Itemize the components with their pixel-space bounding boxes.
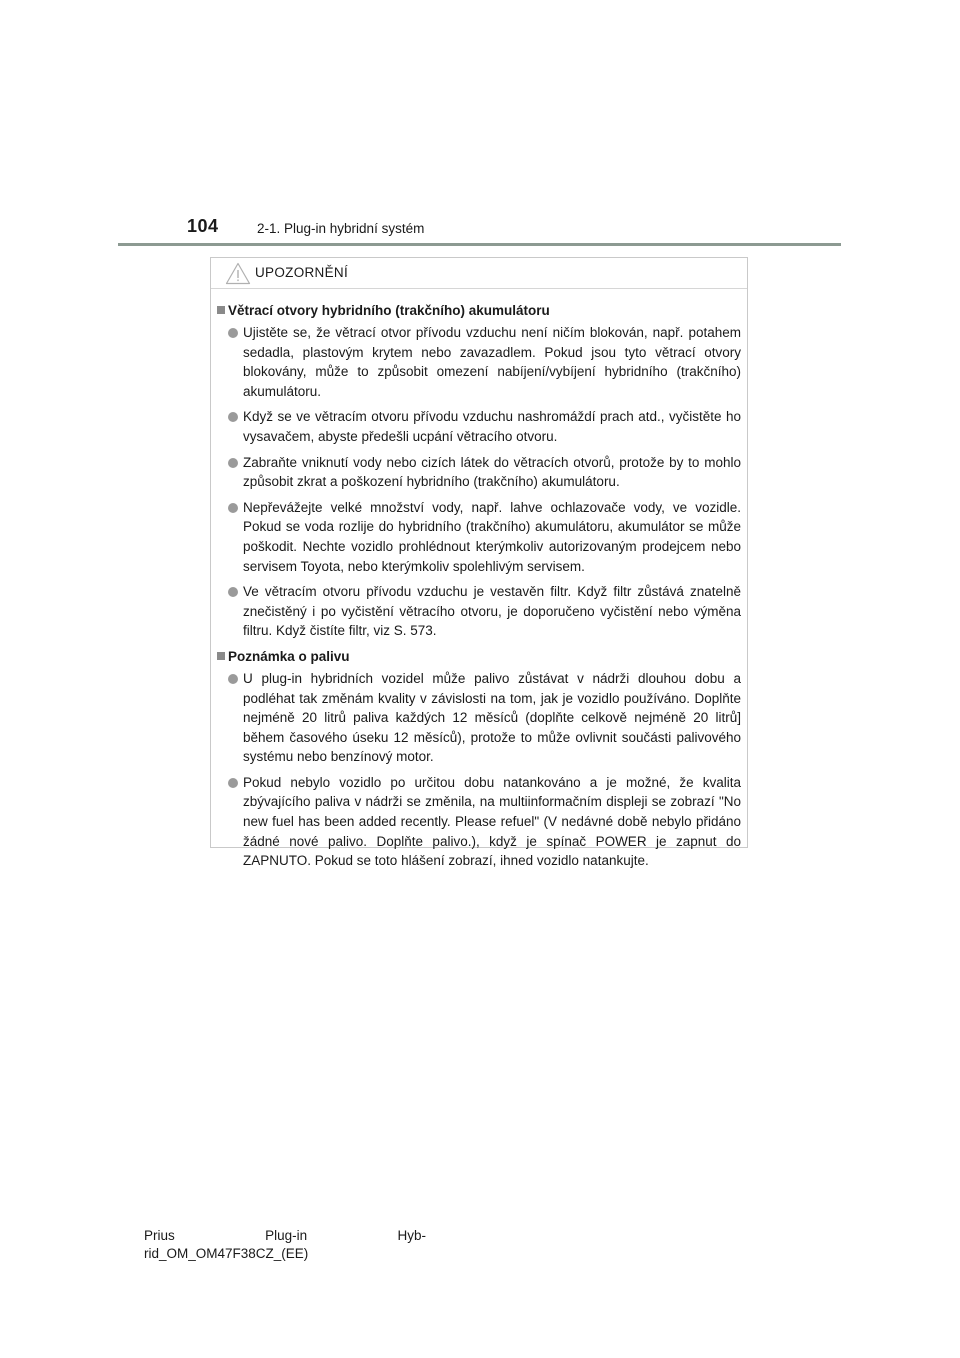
list-item — [217, 582, 741, 641]
list-item — [217, 323, 741, 401]
subheading-vents — [217, 301, 741, 320]
subheading-text: Větrací otvory hybridního (trakčního) akumulátoru — [228, 303, 550, 318]
round-bullet-icon — [228, 778, 238, 788]
footer-line-2: rid_OM_OM47F38CZ_(EE) — [144, 1246, 309, 1261]
header-rule — [118, 243, 841, 246]
footer-line-1 — [144, 1227, 426, 1245]
square-bullet-icon — [217, 306, 225, 314]
section-title: 2-1. Plug-in hybridní systém — [257, 221, 425, 236]
subheading-text: Poznámka o palivu — [228, 648, 350, 664]
list-item-text: Když se ve větracím otvoru přívodu vzduchu nashromáždí prach atd., vyčistěte ho vysavačem, abyste předešli ucpání větracího otvoru. — [243, 409, 741, 444]
footer-part: Hyb- — [397, 1228, 426, 1243]
warning-body — [211, 289, 747, 877]
round-bullet-icon — [228, 412, 238, 422]
list-item-text: Nepřevážejte velké množství vody, např. lahve ochlazovače vody, ve vozidle. Pokud se voda rozlije do hybridního (trakčního) akumulátoru, akumulátor se může poškodit. Nechte vozidlo prohlédnout kterýmkoliv autorizovaným prodejcem nebo servisem Toyota, nebo kterýmkoliv spolehlivým servisem. — [243, 499, 741, 574]
list-item — [217, 773, 741, 871]
round-bullet-icon — [228, 458, 238, 468]
subheading-fuel — [217, 647, 741, 666]
warning-title: UPOZORNĚNÍ — [255, 265, 349, 280]
list-item-text: U plug-in hybridních vozidel může palivo zůstávat v nádrži dlouhou dobu a podléhat tak změnám kvality v závislosti na tom, jak je vozidlo používáno. Doplňte nejméně 20 litrů paliva každých 12 měsíců (doplňte celkově nejméně 20 litrů] během časového úseku 12 měsíců), protože to může ovlivnit součásti palivového systému nebo benzínový motor. — [243, 670, 741, 765]
list-item-text: Ujistěte se, že větrací otvor přívodu vzduchu není ničím blokován, např. potahem sedadla, plastovým krytem nebo zavazadlem. Pokud jsou tyto větrací otvory blokovány, může to způsobit omezení nabíjení/vybíjení hybridního (trakčního) akumulátoru. — [243, 325, 741, 399]
list-item-text: Pokud nebylo vozidlo po určitou dobu natankováno a je možné, že kvalita zbývajícího paliva v nádrži se změnila, na multiinformačním displeji se zobrazí "No new fuel has been added recently. Please refuel" (V nedávné době nebylo přidáno žádné nové palivo. Doplňte palivo.), když je spínač POWER je zapnut do ZAPNUTO. Pokud se toto hlášení zobrazí, ihned vozidlo natankujte. — [243, 774, 741, 869]
footer-document-id — [144, 1227, 426, 1263]
footer-part: Plug-in — [265, 1228, 308, 1243]
list-item — [217, 407, 741, 446]
page-number: 104 — [187, 216, 219, 236]
warning-triangle-icon — [225, 262, 251, 285]
list-item — [217, 498, 741, 576]
round-bullet-icon — [228, 587, 238, 597]
list-item-text: Zabraňte vniknutí vody nebo cizích látek do větracích otvorů, protože by to mohlo způsobit zkrat a poškození hybridního (trakčního) akumulátoru. — [243, 454, 741, 490]
warning-box — [210, 257, 748, 869]
round-bullet-icon — [228, 674, 238, 684]
round-bullet-icon — [228, 503, 238, 513]
warning-header — [211, 258, 747, 289]
list-item — [217, 453, 741, 492]
footer-part: Prius — [144, 1228, 175, 1243]
list-item — [217, 669, 741, 767]
round-bullet-icon — [228, 328, 238, 338]
list-item-text: Ve větracím otvoru přívodu vzduchu je vestavěn filtr. Když filtr zůstává znatelně znečistěný i po vyčistění větracího otvoru, je doporučeno vyčistění nebo výměna filtru. Když čistíte filtr, viz S. 573. — [243, 584, 741, 639]
square-bullet-icon — [217, 652, 225, 660]
